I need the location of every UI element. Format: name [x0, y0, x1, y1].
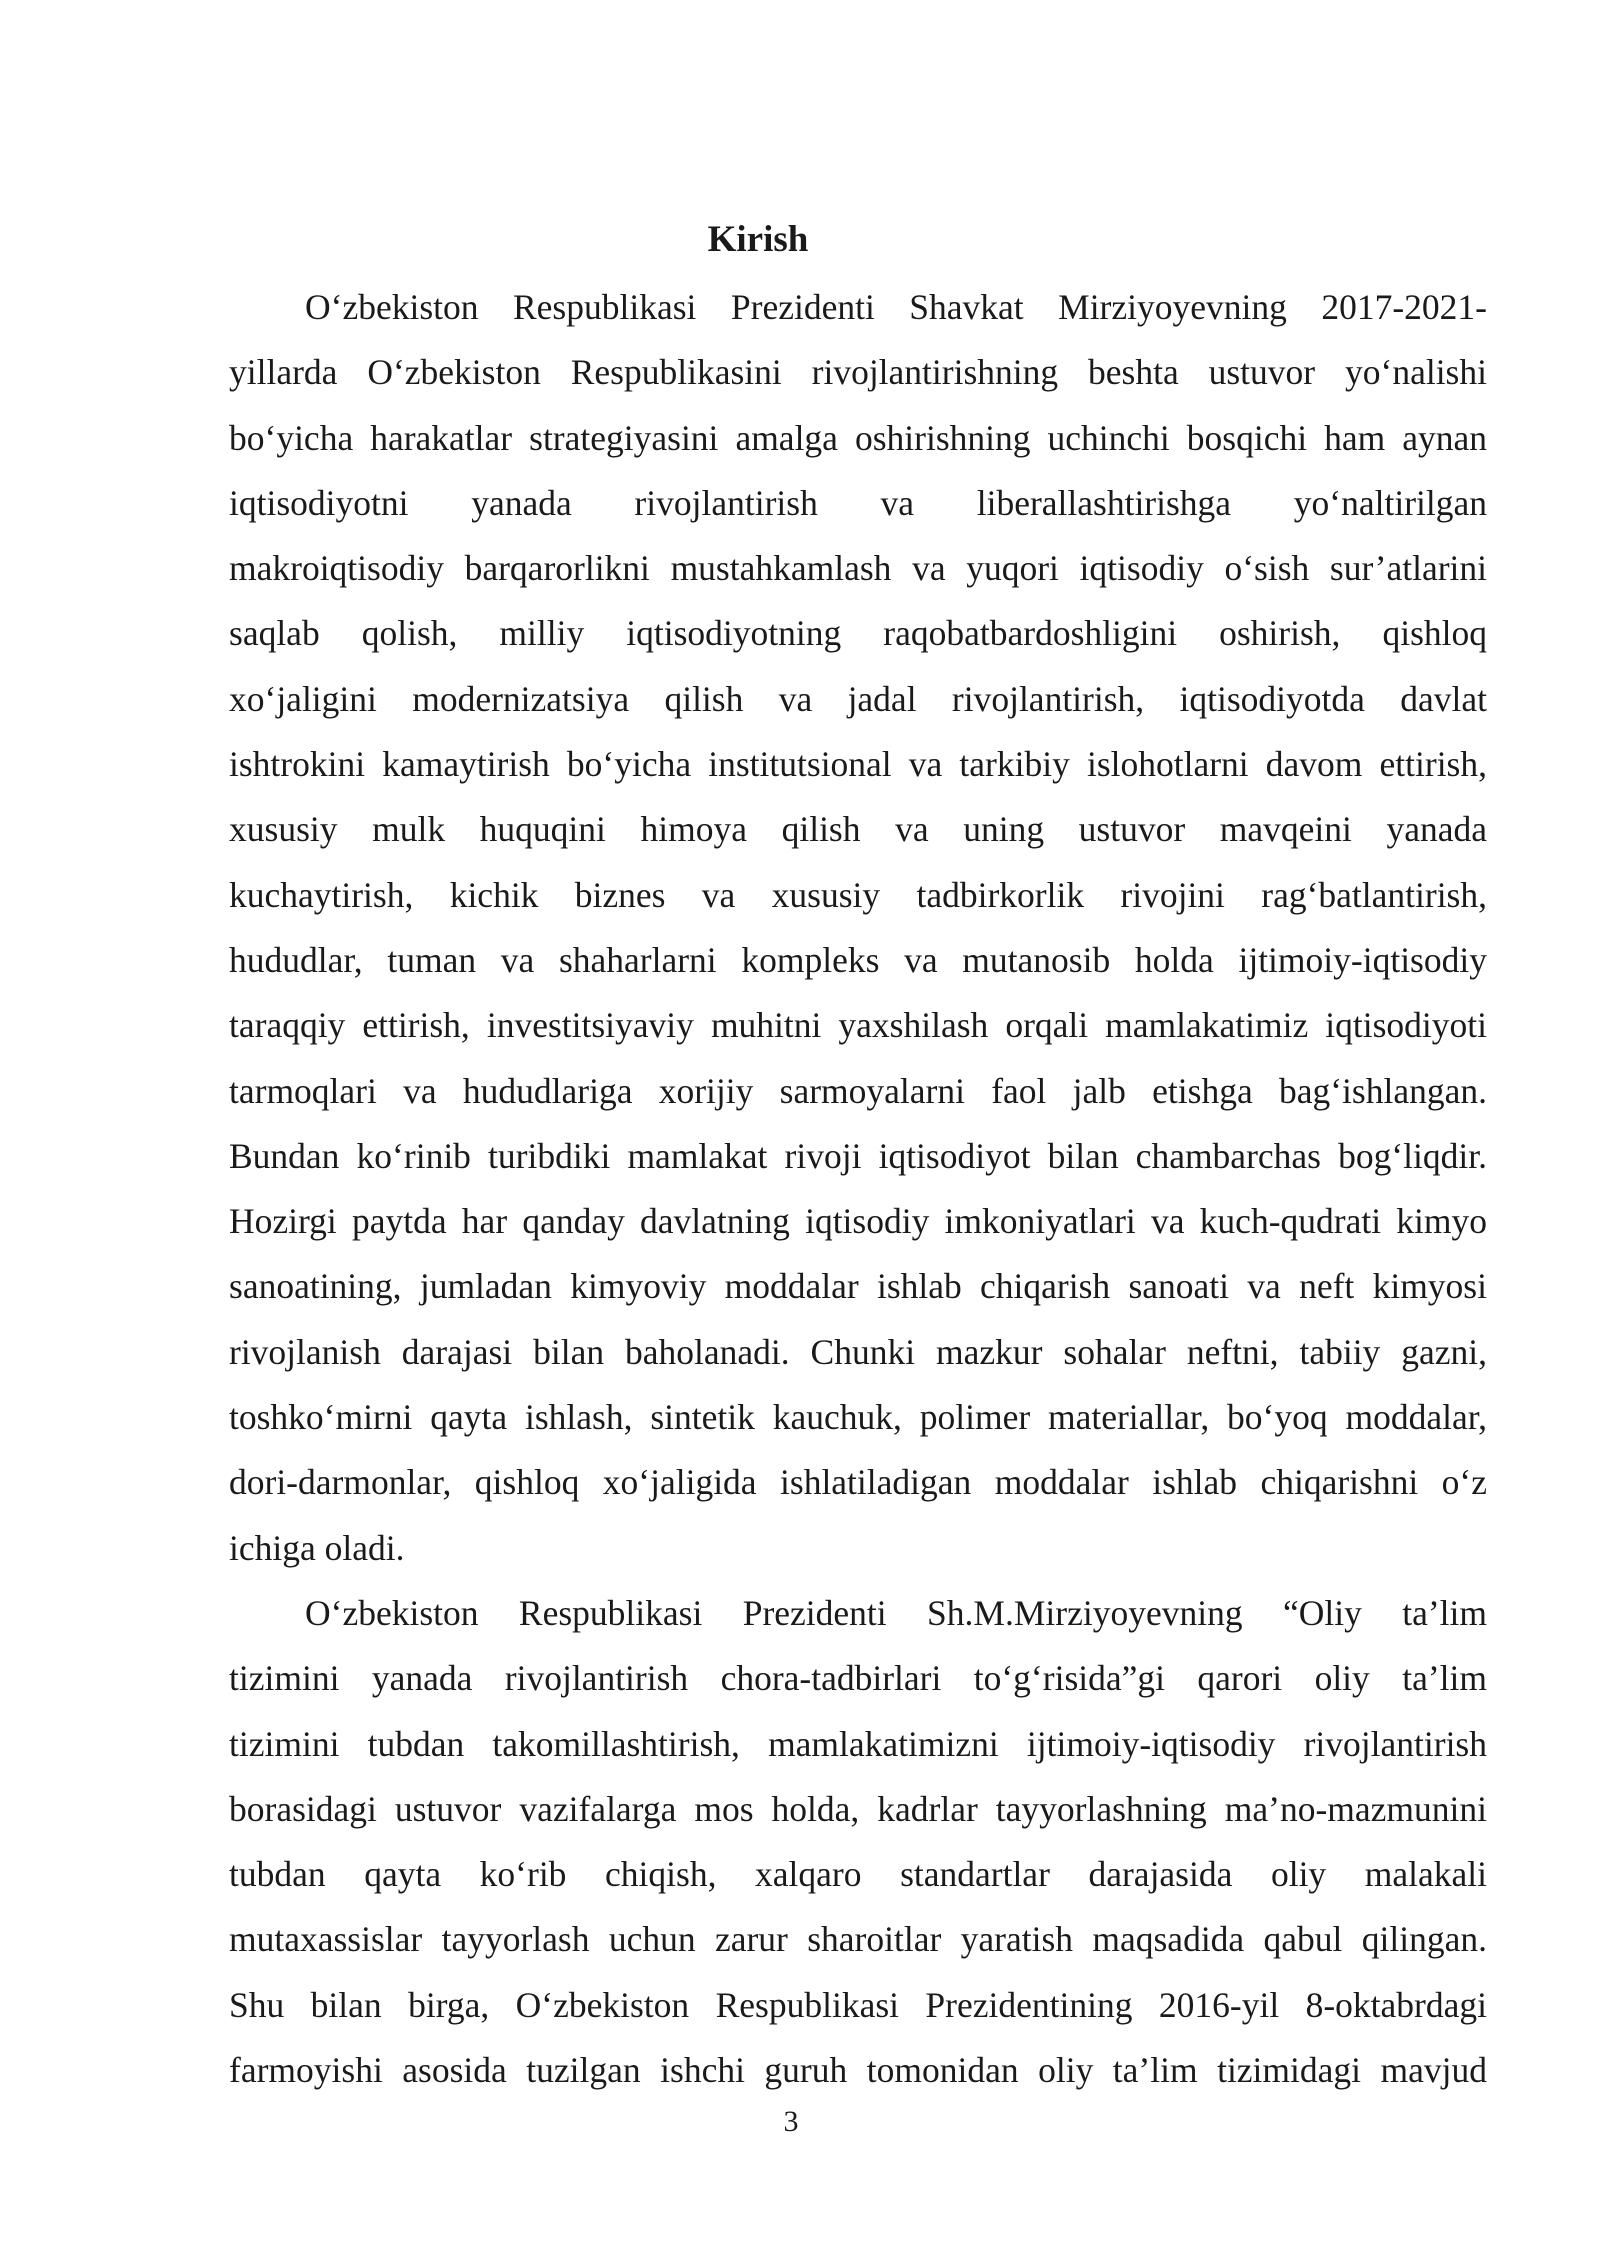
paragraph-2	[229, 1581, 1487, 2103]
text-line: tubdan qayta ko‘rib chiqish, xalqaro standartlar darajasida oliy malakali	[229, 1854, 1487, 1895]
text-line: mutaxassislar tayyorlash uchun zarur sharoitlar yaratish maqsadida qabul qilingan.	[229, 1919, 1487, 1960]
text-line: O‘zbekiston Respublikasi Prezidenti Sh.M.Mirziyoyevning “Oliy ta’lim	[305, 1592, 1487, 1633]
text-line: Hozirgi paytda har qanday davlatning iqtisodiy imkoniyatlari va kuch-qudrati kimyo	[229, 1201, 1487, 1242]
text-line: tizimini yanada rivojlantirish chora-tadbirlari to‘g‘risida”gi qarori oliy ta’lim	[229, 1658, 1487, 1699]
page-number: 3	[783, 2105, 799, 2138]
text-line: farmoyishi asosida tuzilgan ishchi guruh tomonidan oliy ta’lim tizimidagi mavjud	[229, 2050, 1487, 2091]
text-line: bo‘yicha harakatlar strategiyasini amalga oshirishning uchinchi bosqichi ham aynan	[229, 417, 1487, 458]
text-line: xo‘jaligini modernizatsiya qilish va jadal rivojlantirish, iqtisodiyotda davlat	[229, 678, 1487, 719]
document-body	[229, 275, 1487, 2103]
text-line: ichiga oladi.	[229, 1527, 405, 1568]
text-line: borasidagi ustuvor vazifalarga mos holda, kadrlar tayyorlashning ma’no-mazmunini	[229, 1788, 1487, 1829]
text-line: hududlar, tuman va shaharlarni kompleks va mutanosib holda ijtimoiy-iqtisodiy	[229, 939, 1487, 980]
page-title: Kirish	[707, 219, 809, 260]
paragraph-1	[229, 275, 1487, 1581]
text-line: Bundan ko‘rinib turibdiki mamlakat rivoji iqtisodiyot bilan chambarchas bog‘liqdir.	[229, 1135, 1487, 1176]
text-line: dori-darmonlar, qishloq xo‘jaligida ishlatiladigan moddalar ishlab chiqarishni o‘z	[229, 1462, 1487, 1503]
text-line: Shu bilan birga, O‘zbekiston Respublikasi Prezidentining 2016-yil 8-oktabrdagi	[229, 1984, 1487, 2025]
text-line: tarmoqlari va hududlariga xorijiy sarmoyalarni faol jalb etishga bag‘ishlangan.	[229, 1070, 1487, 1111]
text-line: saqlab qolish, milliy iqtisodiyotning raqobatbardoshligini oshirish, qishloq	[229, 613, 1487, 654]
text-line: xususiy mulk huquqini himoya qilish va uning ustuvor mavqeini yanada	[229, 809, 1487, 850]
text-line: tizimini tubdan takomillashtirish, mamlakatimizni ijtimoiy-iqtisodiy rivojlantirish	[229, 1723, 1487, 1764]
text-line: taraqqiy ettirish, investitsiyaviy muhitni yaxshilash orqali mamlakatimiz iqtisodiyoti	[229, 1005, 1487, 1046]
text-line: iqtisodiyotni yanada rivojlantirish va liberallashtirishga yo‘naltirilgan	[229, 482, 1487, 523]
text-line: rivojlanish darajasi bilan baholanadi. Chunki mazkur sohalar neftni, tabiiy gazni,	[229, 1331, 1487, 1372]
text-line: kuchaytirish, kichik biznes va xususiy tadbirkorlik rivojini rag‘batlantirish,	[229, 874, 1487, 915]
text-line: sanoatining, jumladan kimyoviy moddalar ishlab chiqarish sanoati va neft kimyosi	[229, 1266, 1487, 1307]
text-line: toshko‘mirni qayta ishlash, sintetik kauchuk, polimer materiallar, bo‘yoq moddalar,	[229, 1397, 1487, 1438]
text-line: makroiqtisodiy barqarorlikni mustahkamlash va yuqori iqtisodiy o‘sish sur’atlarini	[229, 548, 1487, 589]
text-line: O‘zbekiston Respublikasi Prezidenti Shavkat Mirziyoyevning 2017-2021-	[305, 287, 1487, 327]
text-line: yillarda O‘zbekiston Respublikasini rivojlantirishning beshta ustuvor yo‘nalishi	[229, 352, 1487, 393]
text-line: ishtrokini kamaytirish bo‘yicha institutsional va tarkibiy islohotlarni davom ettirish,	[229, 744, 1487, 785]
